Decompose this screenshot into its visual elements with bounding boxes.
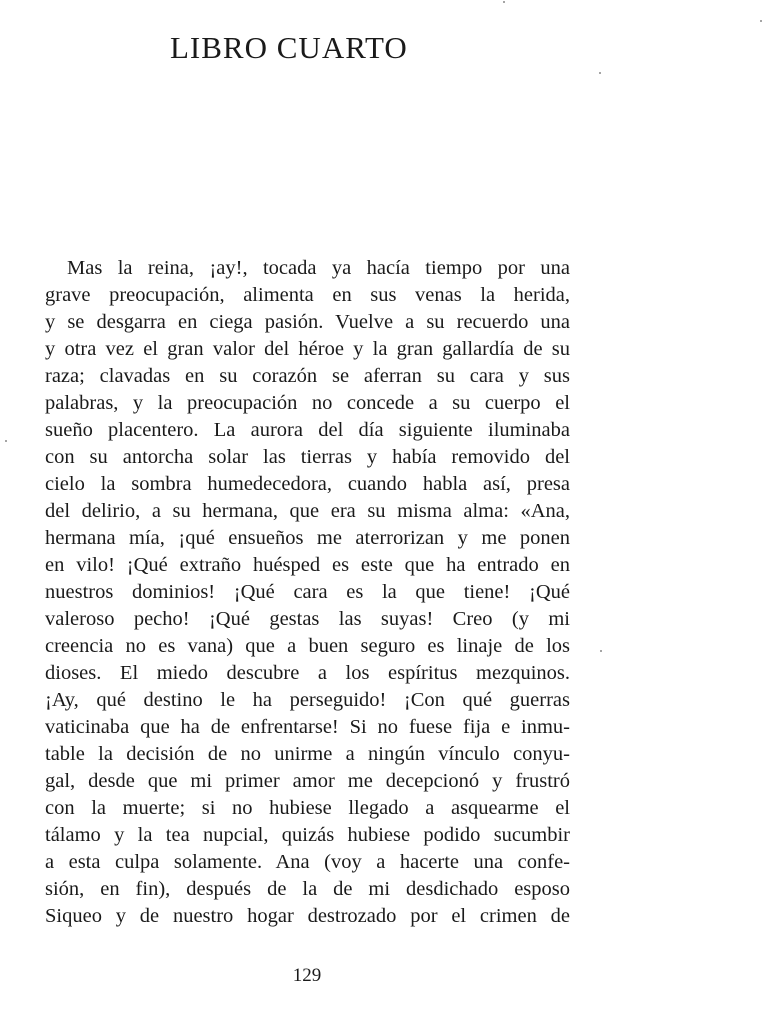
text-line: nuestros dominios! ¡Qué cara es la que tiene! ¡Qué	[45, 581, 570, 603]
scan-speck	[503, 1, 505, 3]
text-line: ¡Ay, qué destino le ha perseguido! ¡Con qué guerras	[45, 689, 570, 711]
text-line: a esta culpa solamente. Ana (voy a hacerte una confe-	[45, 851, 570, 873]
text-line: sión, en fin), después de la de mi desdichado esposo	[45, 878, 570, 900]
scan-speck	[599, 72, 601, 74]
chapter-title: LIBRO CUARTO	[170, 30, 408, 65]
scan-speck	[600, 650, 602, 652]
text-line: Mas la reina, ¡ay!, tocada ya hacía tiempo por una	[67, 257, 570, 279]
text-line: palabras, y la preocupación no concede a su cuerpo el	[45, 392, 570, 414]
text-line: cielo la sombra humedecedora, cuando habla así, presa	[45, 473, 570, 495]
scan-speck	[760, 20, 762, 22]
text-line: grave preocupación, alimenta en sus venas la herida,	[45, 284, 570, 306]
text-line: con su antorcha solar las tierras y había removido del	[45, 446, 570, 468]
body-paragraph	[45, 255, 570, 930]
text-line: valeroso pecho! ¡Qué gestas las suyas! Creo (y mi	[45, 608, 570, 630]
text-line: y otra vez el gran valor del héroe y la gran gallardía de su	[45, 338, 570, 360]
text-line: tálamo y la tea nupcial, quizás hubiese podido sucumbir	[45, 824, 570, 846]
text-line: table la decisión de no unirme a ningún vínculo conyu-	[45, 743, 570, 765]
text-line: y se desgarra en ciega pasión. Vuelve a su recuerdo una	[45, 311, 570, 333]
text-line: raza; clavadas en su corazón se aferran su cara y sus	[45, 365, 570, 387]
text-line: del delirio, a su hermana, que era su misma alma: «Ana,	[45, 500, 570, 522]
text-line: sueño placentero. La aurora del día siguiente iluminaba	[45, 419, 570, 441]
text-line: dioses. El miedo descubre a los espíritus mezquinos.	[45, 662, 570, 684]
text-line: gal, desde que mi primer amor me decepcionó y frustró	[45, 770, 570, 792]
text-line: Siqueo y de nuestro hogar destrozado por el crimen de	[45, 905, 570, 927]
text-line: vaticinaba que ha de enfrentarse! Si no fuese fija e inmu-	[45, 716, 570, 738]
page-number: 129	[292, 965, 322, 986]
text-line: en vilo! ¡Qué extraño huésped es este que ha entrado en	[45, 554, 570, 576]
scan-speck	[5, 440, 7, 442]
text-line: con la muerte; si no hubiese llegado a asquearme el	[45, 797, 570, 819]
text-line: hermana mía, ¡qué ensueños me aterrorizan y me ponen	[45, 527, 570, 549]
text-line: creencia no es vana) que a buen seguro es linaje de los	[45, 635, 570, 657]
